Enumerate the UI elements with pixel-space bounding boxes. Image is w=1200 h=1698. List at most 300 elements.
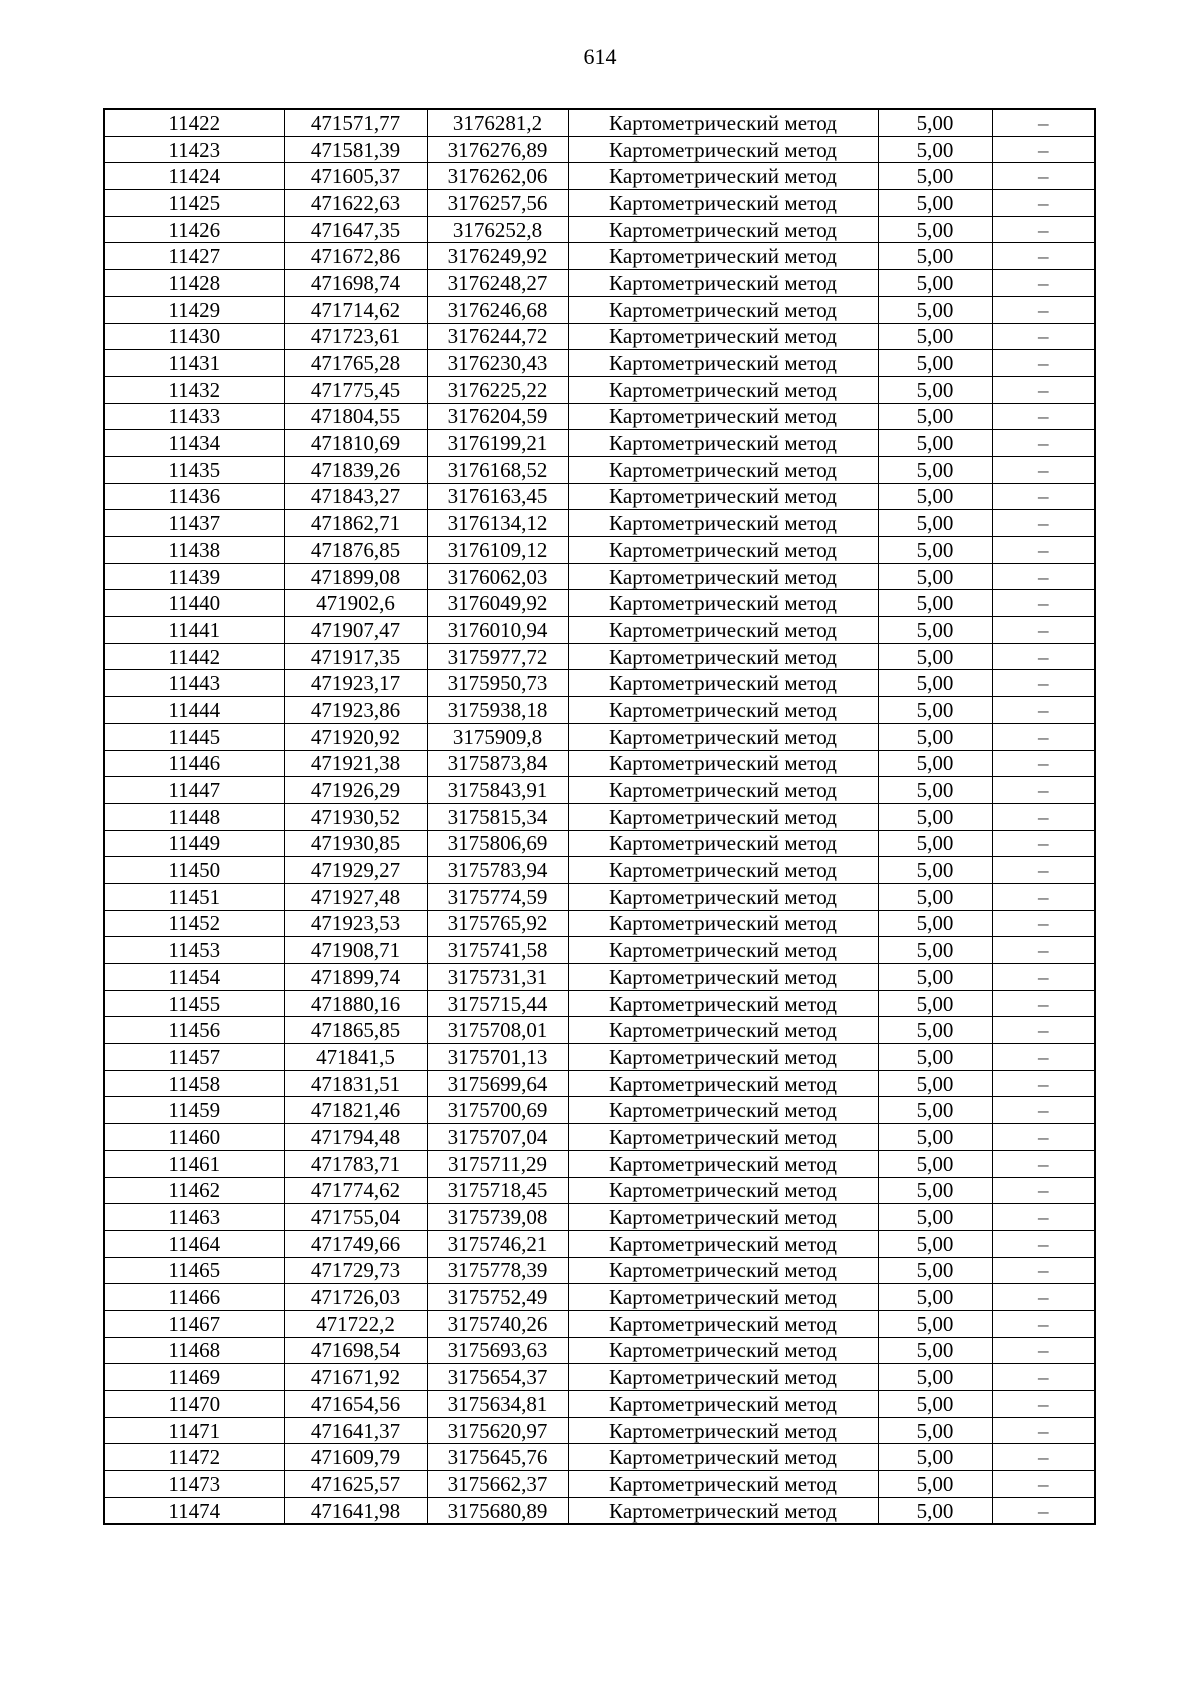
table-row (104, 136, 1095, 163)
y-coordinate-cell: 3175938,18 (427, 697, 568, 724)
table-row (104, 1391, 1095, 1418)
table-row (104, 376, 1095, 403)
x-coordinate-cell: 471775,45 (284, 376, 427, 403)
point-number-cell: 11423 (104, 136, 284, 163)
description-cell: – (992, 1204, 1095, 1231)
method-cell: Картометрический метод (568, 643, 878, 670)
y-coordinate-cell: 3176230,43 (427, 350, 568, 377)
x-coordinate-cell: 471755,04 (284, 1204, 427, 1231)
y-coordinate-cell: 3176134,12 (427, 510, 568, 537)
accuracy-cell: 5,00 (878, 270, 992, 297)
accuracy-cell: 5,00 (878, 590, 992, 617)
table-row (104, 750, 1095, 777)
description-cell: – (992, 883, 1095, 910)
x-coordinate-cell: 471821,46 (284, 1097, 427, 1124)
y-coordinate-cell: 3175693,63 (427, 1337, 568, 1364)
y-coordinate-cell: 3175718,45 (427, 1177, 568, 1204)
description-cell: – (992, 1337, 1095, 1364)
table-row (104, 1471, 1095, 1498)
accuracy-cell: 5,00 (878, 1044, 992, 1071)
x-coordinate-cell: 471926,29 (284, 777, 427, 804)
x-coordinate-cell: 471571,77 (284, 109, 427, 136)
x-coordinate-cell: 471647,35 (284, 216, 427, 243)
accuracy-cell: 5,00 (878, 697, 992, 724)
description-cell: – (992, 456, 1095, 483)
table-row (104, 1177, 1095, 1204)
table-row (104, 270, 1095, 297)
table-row (104, 910, 1095, 937)
accuracy-cell: 5,00 (878, 483, 992, 510)
description-cell: – (992, 670, 1095, 697)
method-cell: Картометрический метод (568, 537, 878, 564)
y-coordinate-cell: 3176249,92 (427, 243, 568, 270)
point-number-cell: 11436 (104, 483, 284, 510)
description-cell: – (992, 216, 1095, 243)
method-cell: Картометрический метод (568, 1391, 878, 1418)
y-coordinate-cell: 3176199,21 (427, 430, 568, 457)
point-number-cell: 11453 (104, 937, 284, 964)
description-cell: – (992, 1177, 1095, 1204)
table-row (104, 1230, 1095, 1257)
accuracy-cell: 5,00 (878, 190, 992, 217)
x-coordinate-cell: 471927,48 (284, 883, 427, 910)
point-number-cell: 11428 (104, 270, 284, 297)
accuracy-cell: 5,00 (878, 243, 992, 270)
x-coordinate-cell: 471921,38 (284, 750, 427, 777)
method-cell: Картометрический метод (568, 1150, 878, 1177)
accuracy-cell: 5,00 (878, 537, 992, 564)
table-row (104, 1257, 1095, 1284)
y-coordinate-cell: 3175778,39 (427, 1257, 568, 1284)
y-coordinate-cell: 3175699,64 (427, 1070, 568, 1097)
y-coordinate-cell: 3175774,59 (427, 883, 568, 910)
accuracy-cell: 5,00 (878, 670, 992, 697)
point-number-cell: 11429 (104, 296, 284, 323)
description-cell: – (992, 617, 1095, 644)
method-cell: Картометрический метод (568, 1471, 878, 1498)
table-row (104, 803, 1095, 830)
point-number-cell: 11457 (104, 1044, 284, 1071)
x-coordinate-cell: 471672,86 (284, 243, 427, 270)
description-cell: – (992, 1417, 1095, 1444)
y-coordinate-cell: 3176010,94 (427, 617, 568, 644)
point-number-cell: 11440 (104, 590, 284, 617)
y-coordinate-cell: 3175741,58 (427, 937, 568, 964)
accuracy-cell: 5,00 (878, 830, 992, 857)
accuracy-cell: 5,00 (878, 1070, 992, 1097)
description-cell: – (992, 1017, 1095, 1044)
y-coordinate-cell: 3175746,21 (427, 1230, 568, 1257)
x-coordinate-cell: 471929,27 (284, 857, 427, 884)
description-cell: – (992, 750, 1095, 777)
point-number-cell: 11422 (104, 109, 284, 136)
method-cell: Картометрический метод (568, 777, 878, 804)
accuracy-cell: 5,00 (878, 163, 992, 190)
coordinates-table (103, 108, 1096, 1525)
y-coordinate-cell: 3175843,91 (427, 777, 568, 804)
table-row (104, 697, 1095, 724)
method-cell: Картометрический метод (568, 964, 878, 991)
y-coordinate-cell: 3175707,04 (427, 1124, 568, 1151)
x-coordinate-cell: 471698,54 (284, 1337, 427, 1364)
y-coordinate-cell: 3175783,94 (427, 857, 568, 884)
table-row (104, 617, 1095, 644)
table-row (104, 430, 1095, 457)
method-cell: Картометрический метод (568, 376, 878, 403)
y-coordinate-cell: 3176163,45 (427, 483, 568, 510)
accuracy-cell: 5,00 (878, 510, 992, 537)
point-number-cell: 11452 (104, 910, 284, 937)
description-cell: – (992, 563, 1095, 590)
table-row (104, 723, 1095, 750)
point-number-cell: 11427 (104, 243, 284, 270)
x-coordinate-cell: 471722,2 (284, 1310, 427, 1337)
table-row (104, 296, 1095, 323)
y-coordinate-cell: 3176262,06 (427, 163, 568, 190)
point-number-cell: 11454 (104, 964, 284, 991)
point-number-cell: 11442 (104, 643, 284, 670)
method-cell: Картометрический метод (568, 350, 878, 377)
x-coordinate-cell: 471839,26 (284, 456, 427, 483)
description-cell: – (992, 270, 1095, 297)
point-number-cell: 11462 (104, 1177, 284, 1204)
x-coordinate-cell: 471723,61 (284, 323, 427, 350)
point-number-cell: 11459 (104, 1097, 284, 1124)
method-cell: Картометрический метод (568, 483, 878, 510)
accuracy-cell: 5,00 (878, 350, 992, 377)
table-row (104, 643, 1095, 670)
description-cell: – (992, 376, 1095, 403)
method-cell: Картометрический метод (568, 136, 878, 163)
x-coordinate-cell: 471654,56 (284, 1391, 427, 1418)
accuracy-cell: 5,00 (878, 1391, 992, 1418)
method-cell: Картометрический метод (568, 1177, 878, 1204)
x-coordinate-cell: 471930,85 (284, 830, 427, 857)
y-coordinate-cell: 3175752,49 (427, 1284, 568, 1311)
x-coordinate-cell: 471605,37 (284, 163, 427, 190)
y-coordinate-cell: 3176168,52 (427, 456, 568, 483)
method-cell: Картометрический метод (568, 1070, 878, 1097)
table-row (104, 510, 1095, 537)
y-coordinate-cell: 3175950,73 (427, 670, 568, 697)
accuracy-cell: 5,00 (878, 1284, 992, 1311)
y-coordinate-cell: 3175680,89 (427, 1497, 568, 1524)
point-number-cell: 11455 (104, 990, 284, 1017)
point-number-cell: 11473 (104, 1471, 284, 1498)
y-coordinate-cell: 3175739,08 (427, 1204, 568, 1231)
method-cell: Картометрический метод (568, 723, 878, 750)
table-row (104, 190, 1095, 217)
description-cell: – (992, 1284, 1095, 1311)
x-coordinate-cell: 471625,57 (284, 1471, 427, 1498)
table-row (104, 1150, 1095, 1177)
description-cell: – (992, 243, 1095, 270)
table-row (104, 670, 1095, 697)
table-row (104, 1017, 1095, 1044)
method-cell: Картометрический метод (568, 563, 878, 590)
method-cell: Картометрический метод (568, 670, 878, 697)
method-cell: Картометрический метод (568, 1124, 878, 1151)
point-number-cell: 11456 (104, 1017, 284, 1044)
accuracy-cell: 5,00 (878, 456, 992, 483)
point-number-cell: 11433 (104, 403, 284, 430)
accuracy-cell: 5,00 (878, 643, 992, 670)
accuracy-cell: 5,00 (878, 216, 992, 243)
accuracy-cell: 5,00 (878, 1364, 992, 1391)
accuracy-cell: 5,00 (878, 1257, 992, 1284)
method-cell: Картометрический метод (568, 323, 878, 350)
method-cell: Картометрический метод (568, 1044, 878, 1071)
description-cell: – (992, 723, 1095, 750)
accuracy-cell: 5,00 (878, 964, 992, 991)
accuracy-cell: 5,00 (878, 1124, 992, 1151)
accuracy-cell: 5,00 (878, 136, 992, 163)
table-row (104, 483, 1095, 510)
accuracy-cell: 5,00 (878, 1177, 992, 1204)
method-cell: Картометрический метод (568, 270, 878, 297)
page-number: 614 (583, 44, 617, 69)
method-cell: Картометрический метод (568, 803, 878, 830)
method-cell: Картометрический метод (568, 990, 878, 1017)
point-number-cell: 11438 (104, 537, 284, 564)
point-number-cell: 11435 (104, 456, 284, 483)
description-cell: – (992, 296, 1095, 323)
y-coordinate-cell: 3176276,89 (427, 136, 568, 163)
y-coordinate-cell: 3175700,69 (427, 1097, 568, 1124)
x-coordinate-cell: 471908,71 (284, 937, 427, 964)
method-cell: Картометрический метод (568, 1284, 878, 1311)
description-cell: – (992, 777, 1095, 804)
description-cell: – (992, 323, 1095, 350)
table-row (104, 403, 1095, 430)
x-coordinate-cell: 471783,71 (284, 1150, 427, 1177)
method-cell: Картометрический метод (568, 1364, 878, 1391)
y-coordinate-cell: 3175662,37 (427, 1471, 568, 1498)
point-number-cell: 11441 (104, 617, 284, 644)
point-number-cell: 11430 (104, 323, 284, 350)
point-number-cell: 11425 (104, 190, 284, 217)
accuracy-cell: 5,00 (878, 376, 992, 403)
description-cell: – (992, 1310, 1095, 1337)
accuracy-cell: 5,00 (878, 803, 992, 830)
table-row (104, 1310, 1095, 1337)
method-cell: Картометрический метод (568, 1097, 878, 1124)
method-cell: Картометрический метод (568, 937, 878, 964)
accuracy-cell: 5,00 (878, 563, 992, 590)
accuracy-cell: 5,00 (878, 750, 992, 777)
description-cell: – (992, 163, 1095, 190)
table-row (104, 883, 1095, 910)
point-number-cell: 11469 (104, 1364, 284, 1391)
y-coordinate-cell: 3175620,97 (427, 1417, 568, 1444)
x-coordinate-cell: 471862,71 (284, 510, 427, 537)
x-coordinate-cell: 471622,63 (284, 190, 427, 217)
point-number-cell: 11437 (104, 510, 284, 537)
method-cell: Картометрический метод (568, 456, 878, 483)
y-coordinate-cell: 3176257,56 (427, 190, 568, 217)
accuracy-cell: 5,00 (878, 430, 992, 457)
table-row (104, 109, 1095, 136)
point-number-cell: 11464 (104, 1230, 284, 1257)
point-number-cell: 11448 (104, 803, 284, 830)
method-cell: Картометрический метод (568, 1257, 878, 1284)
table-row (104, 1044, 1095, 1071)
description-cell: – (992, 1497, 1095, 1524)
method-cell: Картометрический метод (568, 1444, 878, 1471)
accuracy-cell: 5,00 (878, 296, 992, 323)
method-cell: Картометрический метод (568, 190, 878, 217)
table-row (104, 537, 1095, 564)
method-cell: Картометрический метод (568, 1417, 878, 1444)
description-cell: – (992, 1044, 1095, 1071)
description-cell: – (992, 643, 1095, 670)
method-cell: Картометрический метод (568, 1497, 878, 1524)
description-cell: – (992, 350, 1095, 377)
description-cell: – (992, 510, 1095, 537)
point-number-cell: 11463 (104, 1204, 284, 1231)
x-coordinate-cell: 471843,27 (284, 483, 427, 510)
accuracy-cell: 5,00 (878, 1444, 992, 1471)
x-coordinate-cell: 471749,66 (284, 1230, 427, 1257)
description-cell: – (992, 190, 1095, 217)
accuracy-cell: 5,00 (878, 323, 992, 350)
x-coordinate-cell: 471714,62 (284, 296, 427, 323)
method-cell: Картометрический метод (568, 430, 878, 457)
accuracy-cell: 5,00 (878, 1150, 992, 1177)
description-cell: – (992, 910, 1095, 937)
y-coordinate-cell: 3175977,72 (427, 643, 568, 670)
accuracy-cell: 5,00 (878, 990, 992, 1017)
accuracy-cell: 5,00 (878, 910, 992, 937)
description-cell: – (992, 136, 1095, 163)
accuracy-cell: 5,00 (878, 1337, 992, 1364)
x-coordinate-cell: 471698,74 (284, 270, 427, 297)
accuracy-cell: 5,00 (878, 1097, 992, 1124)
y-coordinate-cell: 3175708,01 (427, 1017, 568, 1044)
point-number-cell: 11468 (104, 1337, 284, 1364)
table-row (104, 1097, 1095, 1124)
x-coordinate-cell: 471726,03 (284, 1284, 427, 1311)
y-coordinate-cell: 3175711,29 (427, 1150, 568, 1177)
table-row (104, 590, 1095, 617)
coordinates-table-body (104, 109, 1095, 1524)
accuracy-cell: 5,00 (878, 1417, 992, 1444)
table-row (104, 1364, 1095, 1391)
description-cell: – (992, 857, 1095, 884)
accuracy-cell: 5,00 (878, 937, 992, 964)
table-row (104, 1124, 1095, 1151)
description-cell: – (992, 990, 1095, 1017)
method-cell: Картометрический метод (568, 403, 878, 430)
y-coordinate-cell: 3175765,92 (427, 910, 568, 937)
x-coordinate-cell: 471907,47 (284, 617, 427, 644)
description-cell: – (992, 430, 1095, 457)
method-cell: Картометрический метод (568, 216, 878, 243)
point-number-cell: 11434 (104, 430, 284, 457)
description-cell: – (992, 483, 1095, 510)
description-cell: – (992, 964, 1095, 991)
y-coordinate-cell: 3175873,84 (427, 750, 568, 777)
y-coordinate-cell: 3176225,22 (427, 376, 568, 403)
description-cell: – (992, 803, 1095, 830)
x-coordinate-cell: 471609,79 (284, 1444, 427, 1471)
point-number-cell: 11466 (104, 1284, 284, 1311)
description-cell: – (992, 1444, 1095, 1471)
x-coordinate-cell: 471865,85 (284, 1017, 427, 1044)
table-row (104, 563, 1095, 590)
point-number-cell: 11461 (104, 1150, 284, 1177)
point-number-cell: 11472 (104, 1444, 284, 1471)
point-number-cell: 11458 (104, 1070, 284, 1097)
table-row (104, 350, 1095, 377)
description-cell: – (992, 590, 1095, 617)
x-coordinate-cell: 471804,55 (284, 403, 427, 430)
description-cell: – (992, 1364, 1095, 1391)
y-coordinate-cell: 3175654,37 (427, 1364, 568, 1391)
table-row (104, 1204, 1095, 1231)
point-number-cell: 11467 (104, 1310, 284, 1337)
x-coordinate-cell: 471923,17 (284, 670, 427, 697)
table-row (104, 1444, 1095, 1471)
table-row (104, 1337, 1095, 1364)
x-coordinate-cell: 471923,86 (284, 697, 427, 724)
y-coordinate-cell: 3176204,59 (427, 403, 568, 430)
description-cell: – (992, 697, 1095, 724)
table-row (104, 937, 1095, 964)
x-coordinate-cell: 471930,52 (284, 803, 427, 830)
point-number-cell: 11451 (104, 883, 284, 910)
x-coordinate-cell: 471729,73 (284, 1257, 427, 1284)
point-number-cell: 11471 (104, 1417, 284, 1444)
accuracy-cell: 5,00 (878, 723, 992, 750)
method-cell: Картометрический метод (568, 163, 878, 190)
y-coordinate-cell: 3175715,44 (427, 990, 568, 1017)
accuracy-cell: 5,00 (878, 883, 992, 910)
accuracy-cell: 5,00 (878, 403, 992, 430)
accuracy-cell: 5,00 (878, 777, 992, 804)
description-cell: – (992, 1391, 1095, 1418)
y-coordinate-cell: 3175740,26 (427, 1310, 568, 1337)
y-coordinate-cell: 3175701,13 (427, 1044, 568, 1071)
point-number-cell: 11443 (104, 670, 284, 697)
accuracy-cell: 5,00 (878, 1017, 992, 1044)
x-coordinate-cell: 471899,08 (284, 563, 427, 590)
method-cell: Картометрический метод (568, 1337, 878, 1364)
table-row (104, 243, 1095, 270)
description-cell: – (992, 403, 1095, 430)
table-row (104, 777, 1095, 804)
x-coordinate-cell: 471917,35 (284, 643, 427, 670)
method-cell: Картометрический метод (568, 590, 878, 617)
y-coordinate-cell: 3175731,31 (427, 964, 568, 991)
y-coordinate-cell: 3176281,2 (427, 109, 568, 136)
table-row (104, 456, 1095, 483)
table-row (104, 964, 1095, 991)
description-cell: – (992, 1124, 1095, 1151)
description-cell: – (992, 109, 1095, 136)
y-coordinate-cell: 3176049,92 (427, 590, 568, 617)
y-coordinate-cell: 3175909,8 (427, 723, 568, 750)
point-number-cell: 11474 (104, 1497, 284, 1524)
x-coordinate-cell: 471841,5 (284, 1044, 427, 1071)
point-number-cell: 11450 (104, 857, 284, 884)
method-cell: Картометрический метод (568, 830, 878, 857)
table-row (104, 216, 1095, 243)
x-coordinate-cell: 471774,62 (284, 1177, 427, 1204)
description-cell: – (992, 1257, 1095, 1284)
y-coordinate-cell: 3175815,34 (427, 803, 568, 830)
x-coordinate-cell: 471876,85 (284, 537, 427, 564)
